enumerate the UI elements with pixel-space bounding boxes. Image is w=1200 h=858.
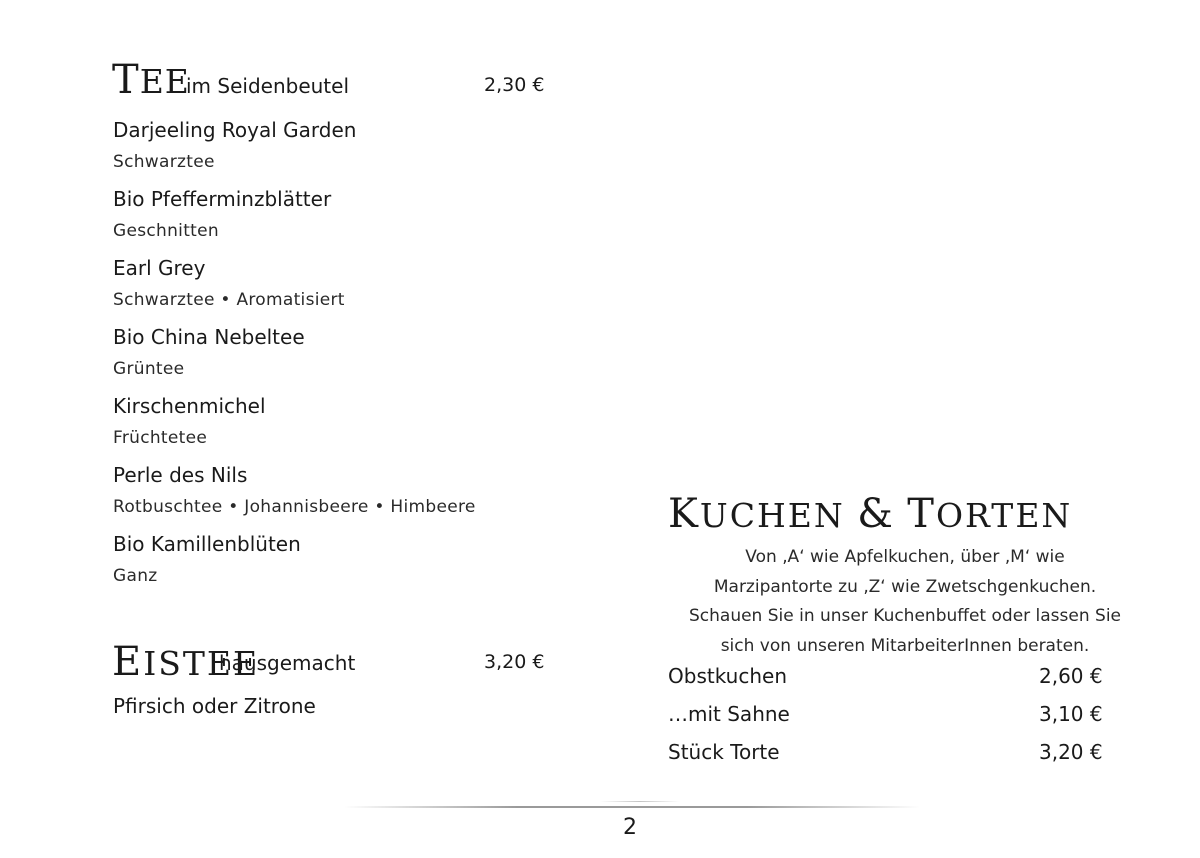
tea-item-description: Geschnitten (113, 221, 219, 241)
tea-section-price: 2,30 € (484, 74, 545, 96)
tea-item-name: Kirschenmichel (113, 394, 266, 418)
tea-item-description: Schwarztee (113, 152, 215, 172)
icetea-description: Pfirsich oder Zitrone (113, 694, 316, 718)
cake-item-price: 3,10 € (1039, 702, 1103, 726)
cakes-intro-line: sich von unseren MitarbeiterInnen beraten. (720, 635, 1090, 656)
page-number: 2 (623, 815, 637, 840)
tea-item-name: Bio Kamillenblüten (113, 532, 301, 556)
icetea-section-subtitle: hausgemacht (219, 651, 356, 675)
tea-item-name: Darjeeling Royal Garden (113, 118, 357, 142)
tea-section-subtitle: im Seidenbeutel (186, 74, 350, 98)
cake-item-name: Obstkuchen (668, 664, 787, 688)
cakes-intro-line: Von ‚A‘ wie Apfelkuchen, über ‚M‘ wie (745, 547, 1065, 567)
cake-item-name: …mit Sahne (668, 702, 790, 726)
tea-item-name: Perle des Nils (113, 463, 248, 487)
footer-divider-accent (600, 801, 680, 802)
cakes-intro (660, 543, 1150, 661)
tea-item-description: Schwarztee • Aromatisiert (113, 290, 345, 310)
tea-item-name: Bio Pfefferminzblätter (113, 187, 332, 211)
tea-item-name: Earl Grey (113, 256, 206, 280)
cake-item-price: 2,60 € (1039, 664, 1103, 688)
footer-divider (344, 806, 920, 808)
tea-item-description: Früchtetee (113, 428, 208, 448)
tea-item-description: Rotbuschtee • Johannisbeere • Himbeere (113, 497, 476, 517)
tea-item-description: Grüntee (113, 359, 185, 379)
tea-item-description: Ganz (113, 566, 158, 586)
cakes-intro-line: Schauen Sie in unser Kuchenbuffet oder lassen Sie (688, 606, 1122, 626)
tea-section-title: TEE (112, 57, 190, 103)
icetea-section-price: 3,20 € (484, 651, 545, 673)
icetea-section-title: EISTEE (112, 639, 260, 685)
cake-item-name: Stück Torte (668, 740, 780, 764)
cakes-intro-line: Marzipantorte zu ‚Z‘ wie Zwetschgenkuchen. (713, 576, 1097, 597)
cake-item-price: 3,20 € (1039, 740, 1103, 764)
cakes-section-title: KUCHEN & TORTEN (668, 491, 1073, 537)
tea-item-name: Bio China Nebeltee (113, 325, 305, 349)
